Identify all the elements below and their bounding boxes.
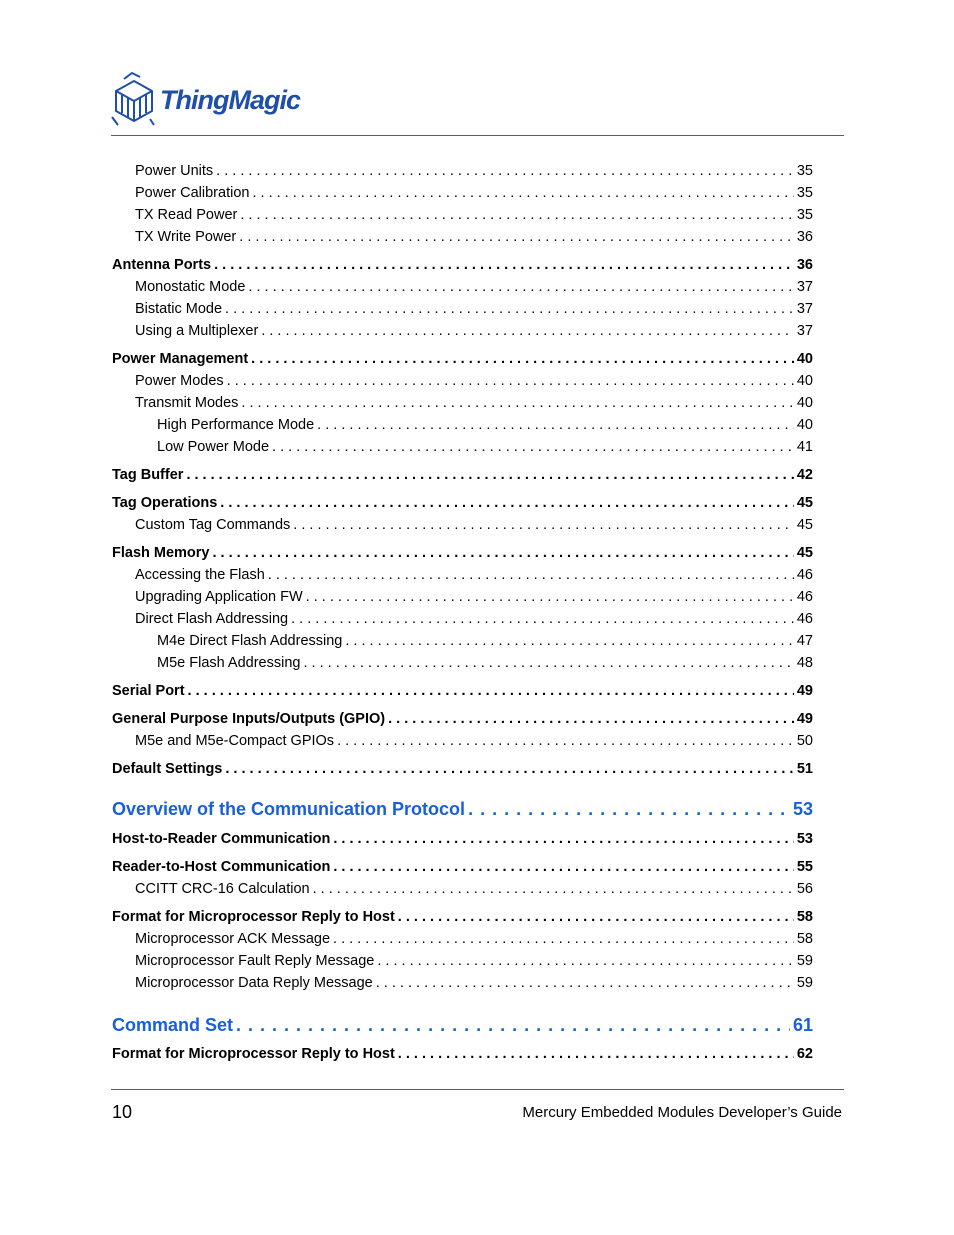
- toc-entry-page: 53: [792, 799, 813, 819]
- toc-entry-page: 37: [796, 301, 813, 317]
- toc-entry[interactable]: [157, 417, 813, 433]
- toc-entry[interactable]: [112, 909, 813, 925]
- toc-entry[interactable]: [112, 257, 813, 273]
- toc-entry-page: 45: [796, 495, 813, 511]
- toc-entry-title: Tag Operations: [112, 495, 218, 511]
- toc-entry-page: 40: [796, 395, 813, 411]
- toc-entry-page: 53: [796, 831, 813, 847]
- toc-entry[interactable]: [112, 545, 813, 561]
- toc-entry-page: 46: [796, 589, 813, 605]
- toc-entry-page: 36: [796, 229, 813, 245]
- toc-leader-dots: [337, 733, 794, 749]
- toc-entry-page: 59: [796, 953, 813, 969]
- toc-leader-dots: [268, 567, 794, 583]
- toc-entry[interactable]: [135, 163, 813, 179]
- toc-entry[interactable]: [112, 467, 813, 483]
- toc-leader-dots: [186, 467, 793, 483]
- toc-entry-title: Power Calibration: [135, 185, 250, 201]
- toc-entry-title: TX Write Power: [135, 229, 237, 245]
- toc-leader-dots: [306, 589, 794, 605]
- toc-entry-title: Monostatic Mode: [135, 279, 246, 295]
- toc-leader-dots: [303, 655, 793, 671]
- toc-entry[interactable]: [135, 733, 813, 749]
- toc-leader-dots: [468, 799, 790, 820]
- toc-entry-title: M4e Direct Flash Addressing: [157, 633, 343, 649]
- toc-entry[interactable]: [135, 589, 813, 605]
- toc-entry[interactable]: [112, 1015, 813, 1036]
- toc-leader-dots: [220, 495, 794, 511]
- toc-entry-page: 35: [796, 185, 813, 201]
- toc-leader-dots: [333, 931, 794, 947]
- toc-leader-dots: [272, 439, 794, 455]
- toc-leader-dots: [313, 881, 794, 897]
- toc-entry[interactable]: [135, 301, 813, 317]
- toc-entry-title: Host-to-Reader Communication: [112, 831, 331, 847]
- toc-entry-page: 48: [796, 655, 813, 671]
- footer-page-number: 10: [112, 1102, 133, 1122]
- toc-leader-dots: [214, 257, 794, 273]
- toc-entry-page: 40: [796, 351, 813, 367]
- toc-entry-title: Upgrading Application FW: [135, 589, 303, 605]
- toc-leader-dots: [293, 517, 794, 533]
- logo-wordmark: ThingMagic: [160, 84, 300, 115]
- toc-entry-title: Reader-to-Host Communication: [112, 859, 331, 875]
- toc-entry-title: Command Set: [112, 1015, 234, 1035]
- toc-entry-page: 61: [792, 1015, 813, 1035]
- toc-entry-title: Serial Port: [112, 683, 185, 699]
- toc-leader-dots: [241, 395, 793, 411]
- toc-entry-page: 49: [796, 683, 813, 699]
- toc-leader-dots: [376, 975, 794, 991]
- toc-entry-page: 56: [796, 881, 813, 897]
- toc-entry-title: High Performance Mode: [157, 417, 315, 433]
- footer-doc-title: Mercury Embedded Modules Developer’s Guide: [522, 1104, 842, 1121]
- toc-entry-page: 40: [796, 373, 813, 389]
- toc-entry[interactable]: [135, 611, 813, 627]
- toc-leader-dots: [333, 859, 794, 875]
- toc-entry[interactable]: [112, 351, 813, 367]
- toc-entry[interactable]: [135, 931, 813, 947]
- toc-entry-page: 62: [796, 1046, 813, 1062]
- toc-entry-title: Microprocessor Data Reply Message: [135, 975, 373, 991]
- toc-entry[interactable]: [112, 495, 813, 511]
- toc-entry-title: Low Power Mode: [157, 439, 270, 455]
- toc-entry-page: 42: [796, 467, 813, 483]
- toc-entry[interactable]: [135, 517, 813, 533]
- toc-entry-title: Power Modes: [135, 373, 224, 389]
- toc-entry-page: 58: [796, 909, 813, 925]
- toc-entry-page: 36: [796, 257, 813, 273]
- toc-leader-dots: [345, 633, 794, 649]
- toc-entry-title: Custom Tag Commands: [135, 517, 291, 533]
- toc-leader-dots: [333, 831, 794, 847]
- toc-entry[interactable]: [157, 439, 813, 455]
- toc-entry-title: M5e Flash Addressing: [157, 655, 301, 671]
- toc-entry[interactable]: [112, 683, 813, 699]
- toc-entry-title: Microprocessor ACK Message: [135, 931, 331, 947]
- toc-entry-page: 40: [796, 417, 813, 433]
- toc-entry-page: 47: [796, 633, 813, 649]
- toc-entry-page: 55: [796, 859, 813, 875]
- toc-entry-title: M5e and M5e-Compact GPIOs: [135, 733, 335, 749]
- toc-entry-page: 37: [796, 323, 813, 339]
- toc-entry-title: Default Settings: [112, 761, 223, 777]
- toc-entry[interactable]: [112, 711, 813, 727]
- toc-entry[interactable]: [112, 859, 813, 875]
- toc-leader-dots: [398, 1046, 794, 1062]
- toc-entry-page: 59: [796, 975, 813, 991]
- toc-leader-dots: [225, 761, 793, 777]
- toc-leader-dots: [225, 301, 794, 317]
- logo: [110, 66, 300, 130]
- toc-entry[interactable]: [135, 279, 813, 295]
- toc-entry[interactable]: [135, 975, 813, 991]
- toc-leader-dots: [240, 207, 794, 223]
- toc-leader-dots: [252, 185, 793, 201]
- toc-leader-dots: [227, 373, 794, 389]
- toc-entry-title: Accessing the Flash: [135, 567, 265, 583]
- toc-leader-dots: [239, 229, 794, 245]
- toc-entry-page: 35: [796, 207, 813, 223]
- toc-leader-dots: [388, 711, 794, 727]
- toc-leader-dots: [248, 279, 793, 295]
- toc-entry[interactable]: [135, 207, 813, 223]
- toc-entry-page: 45: [796, 545, 813, 561]
- toc-entry-page: 49: [796, 711, 813, 727]
- toc-entry-page: 41: [796, 439, 813, 455]
- thingmagic-logo-icon: [110, 69, 158, 127]
- toc-entry-title: Bistatic Mode: [135, 301, 223, 317]
- toc-entry[interactable]: [112, 831, 813, 847]
- toc-leader-dots: [236, 1015, 790, 1036]
- toc-leader-dots: [261, 323, 794, 339]
- toc-entry-title: Power Units: [135, 163, 214, 179]
- toc-leader-dots: [216, 163, 794, 179]
- toc-entry[interactable]: [135, 881, 813, 897]
- toc-entry-page: 50: [796, 733, 813, 749]
- toc-entry-title: Direct Flash Addressing: [135, 611, 289, 627]
- toc-entry-title: Format for Microprocessor Reply to Host: [112, 1046, 395, 1062]
- toc-entry[interactable]: [157, 655, 813, 671]
- toc-entry[interactable]: [135, 567, 813, 583]
- toc-entry[interactable]: [135, 953, 813, 969]
- toc-leader-dots: [317, 417, 794, 433]
- toc-leader-dots: [213, 545, 794, 561]
- toc-leader-dots: [398, 909, 794, 925]
- toc-entry[interactable]: [112, 1046, 813, 1062]
- toc-entry-title: General Purpose Inputs/Outputs (GPIO): [112, 711, 386, 727]
- toc-entry[interactable]: [157, 633, 813, 649]
- toc-entry[interactable]: [135, 395, 813, 411]
- toc-entry-page: 37: [796, 279, 813, 295]
- toc-leader-dots: [251, 351, 794, 367]
- toc-entry[interactable]: [135, 373, 813, 389]
- toc-entry-title: Flash Memory: [112, 545, 210, 561]
- toc-entry-title: TX Read Power: [135, 207, 238, 223]
- toc-entry-title: Transmit Modes: [135, 395, 239, 411]
- toc-entry-title: Microprocessor Fault Reply Message: [135, 953, 375, 969]
- toc-leader-dots: [291, 611, 794, 627]
- toc-entry[interactable]: [135, 323, 813, 339]
- toc-entry-title: Using a Multiplexer: [135, 323, 259, 339]
- toc-entry[interactable]: [135, 229, 813, 245]
- toc-entry-title: Tag Buffer: [112, 467, 184, 483]
- toc-entry-page: 45: [796, 517, 813, 533]
- toc-entry-page: 58: [796, 931, 813, 947]
- toc-entry-title: Overview of the Communication Protocol: [112, 799, 466, 819]
- toc-entry-page: 46: [796, 567, 813, 583]
- toc-entry-title: Antenna Ports: [112, 257, 212, 273]
- toc-entry-title: Power Management: [112, 351, 249, 367]
- toc-entry-page: 51: [796, 761, 813, 777]
- toc-entry-page: 35: [796, 163, 813, 179]
- header-rule: [111, 135, 844, 136]
- toc-entry-page: 46: [796, 611, 813, 627]
- footer-rule: [111, 1089, 844, 1090]
- toc-entry-title: CCITT CRC-16 Calculation: [135, 881, 310, 897]
- toc-entry-title: Format for Microprocessor Reply to Host: [112, 909, 395, 925]
- toc-entry[interactable]: [135, 185, 813, 201]
- toc-entry[interactable]: [112, 761, 813, 777]
- toc-leader-dots: [377, 953, 794, 969]
- toc-entry[interactable]: [112, 799, 813, 820]
- toc-leader-dots: [188, 683, 794, 699]
